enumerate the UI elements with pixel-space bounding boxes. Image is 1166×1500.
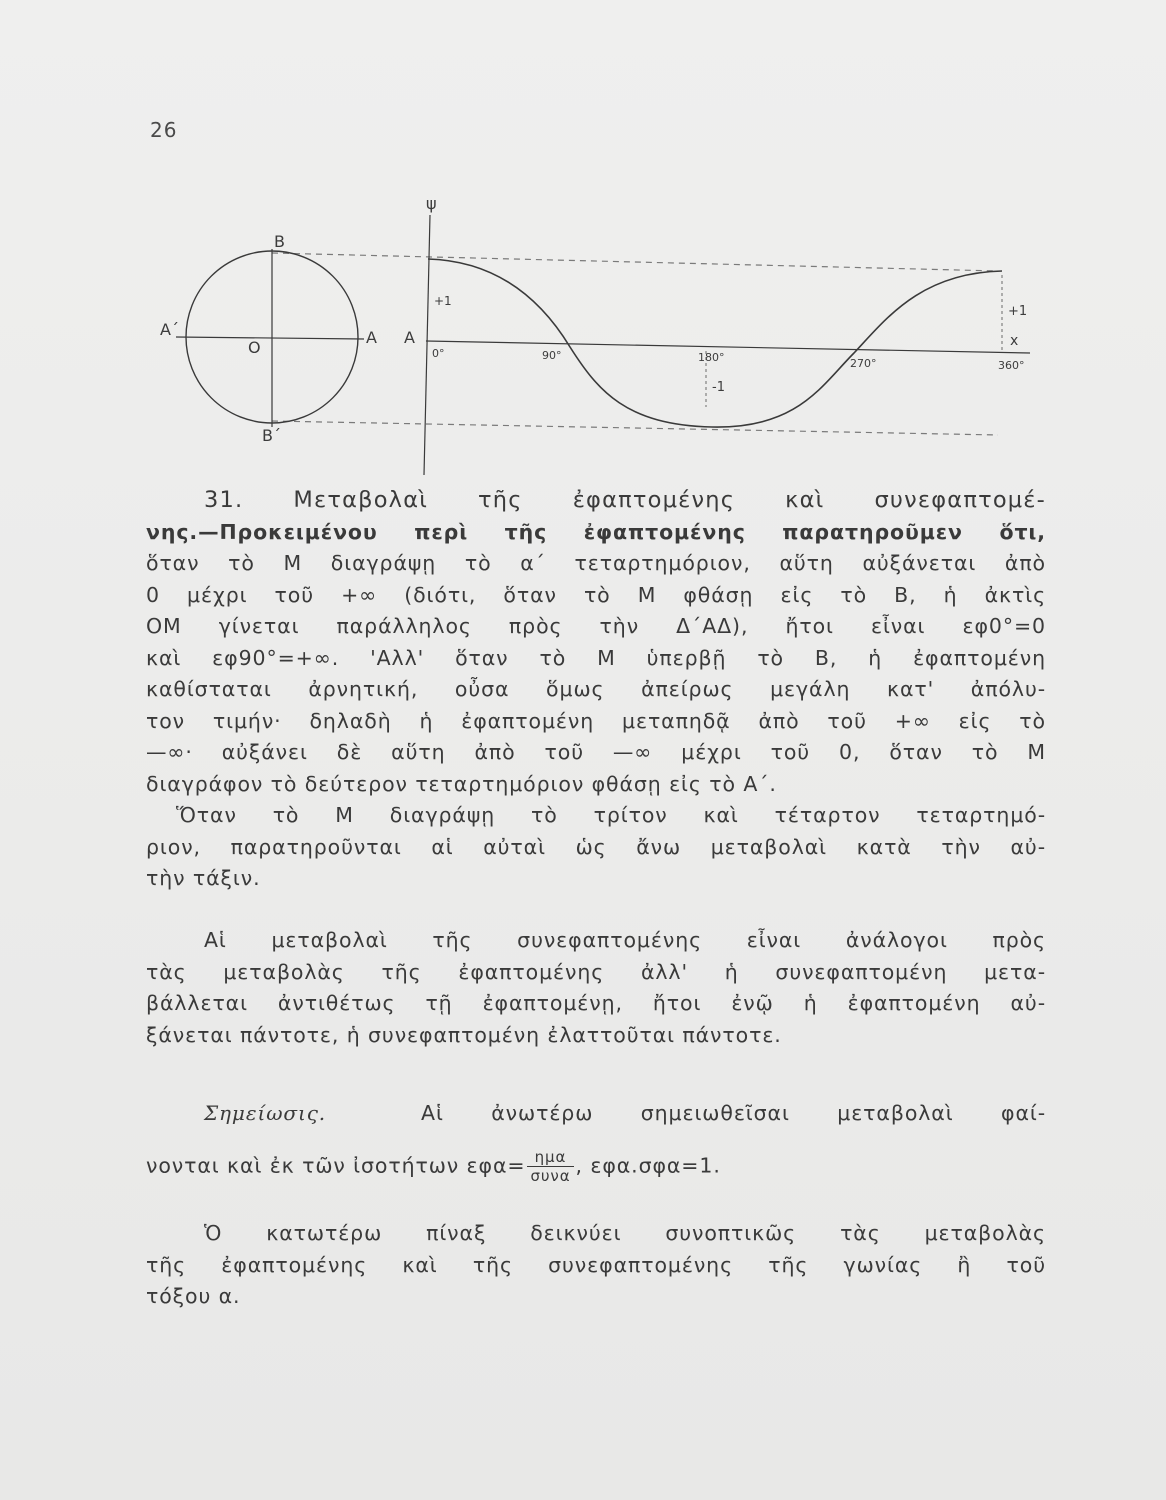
tick-label-360: 360° — [998, 359, 1025, 372]
paragraph-line: βάλλεται ἀντιθέτως τῇ ἐφαπτομένῃ, ἤτοι ἐνῷ ἡ ἐφαπτομένη αὐ- — [146, 991, 1046, 1015]
note-line1-rest: Αἱ ἀνωτέρω σημειωθεῖσαι μεταβολαὶ φαί- — [421, 1101, 1046, 1125]
origin-label: A — [404, 328, 415, 347]
unit-circle-and-sine-figure — [150, 185, 1050, 475]
circle-label-right: A — [366, 328, 377, 347]
fraction-denominator: συνα — [530, 1167, 571, 1185]
note-first-line — [146, 1098, 1046, 1130]
paragraph-line: ὅταν τὸ Μ διαγράψῃ τὸ α΄ τεταρτημόριον, αὕτη αὐξάνεται ἀπὸ — [146, 551, 1046, 575]
x-axis — [426, 341, 1030, 353]
circle-label-bottom: B΄ — [262, 426, 281, 445]
section-31 — [146, 485, 1046, 895]
tick-label-180: 180° — [698, 351, 725, 364]
top-dashed-guide — [272, 253, 998, 271]
tick-label-270: 270° — [850, 357, 877, 370]
paragraph-line: 0 μέχρι τοῦ +∞ (διότι, ὅταν τὸ Μ φθάσῃ εἰς τὸ Β, ἡ ἀκτὶς — [146, 582, 1046, 607]
minus-one-label: -1 — [712, 380, 725, 395]
paragraph-line: καθίσταται ἀρνητική, οὖσα ὅμως ἀπείρως μεγάλη κατ' ἀπόλυ- — [146, 677, 1046, 701]
y-axis — [424, 215, 430, 475]
paragraph-line: τον τιμήν· δηλαδὴ ἡ ἐφαπτομένη μεταπηδᾷ ἀπὸ τοῦ +∞ εἰς τὸ — [146, 708, 1046, 733]
paragraph-table-intro — [146, 1218, 1046, 1313]
note-label: Σημείωσις. — [204, 1101, 327, 1125]
note-line2-end: , εφα.σφα=1. — [575, 1153, 721, 1178]
circle-label-left: A΄ — [160, 320, 179, 339]
circle-label-center: O — [248, 338, 261, 357]
note-formula-line — [146, 1148, 1046, 1185]
paragraph-line: Ὁ κατωτέρω πίναξ δεικνύει συνοπτικῶς τὰς μεταβολὰς — [204, 1221, 1046, 1245]
y-axis-label: ψ — [426, 194, 437, 213]
figure-svg — [150, 185, 1050, 475]
paragraph-line: νης.—Προκειμένου περὶ τῆς ἐφαπτομένης παρατηροῦμεν ὅτι, — [146, 519, 1046, 544]
note-paragraph — [146, 1098, 1046, 1130]
circle-horizontal-diameter — [176, 337, 364, 339]
plus-one-left: +1 — [434, 294, 452, 308]
x-axis-label: x — [1010, 333, 1019, 349]
tick-label-0: 0° — [432, 347, 445, 360]
plus-one-right: +1 — [1008, 304, 1028, 319]
paragraph-cotangent — [146, 925, 1046, 1051]
circle-label-top: B — [274, 232, 285, 251]
paragraph-line: Αἱ μεταβολαὶ τῆς συνεφαπτομένης εἶναι ἀνάλογοι πρὸς — [204, 928, 1046, 952]
paragraph-line: τῆς ἐφαπτομένης καὶ τῆς συνεφαπτομένης τῆς γωνίας ἢ τοῦ — [146, 1252, 1046, 1277]
section-heading-line: 31. Μεταβολαὶ τῆς ἐφαπτομένης καὶ συνεφαπτομέ- — [204, 487, 1046, 513]
paragraph-line: —∞· αὐξάνει δὲ αὕτη ἀπὸ τοῦ —∞ μέχρι τοῦ 0, ὅταν τὸ Μ — [146, 740, 1046, 764]
fraction-numerator: ημα — [527, 1148, 573, 1167]
paragraph-line: ΟΜ γίνεται παράλληλος πρὸς τὴν Δ΄ΑΔ), ἤτοι εἶναι εφ0°=0 — [146, 614, 1046, 638]
bottom-dashed-guide — [272, 421, 998, 435]
paragraph-line: τὰς μεταβολὰς τῆς ἐφαπτομένης ἀλλ' ἡ συνεφαπτομένη μετα- — [146, 959, 1046, 984]
paragraph-line: ριον, παρατηροῦνται αἱ αὐταὶ ὡς ἄνω μεταβολαὶ κατὰ τὴν αὐ- — [146, 834, 1046, 859]
fraction-tan — [527, 1148, 573, 1185]
paragraph-line: τόξου α. — [146, 1284, 241, 1308]
page-number: 26 — [150, 118, 178, 142]
paragraph-line: Ὅταν τὸ Μ διαγράψῃ τὸ τρίτον καὶ τέταρτον τεταρτημό- — [176, 803, 1046, 827]
note-line2-start: νονται καὶ ἐκ τῶν ἰσοτήτων εφα= — [146, 1153, 526, 1178]
paragraph-line: διαγράφον τὸ δεύτερον τεταρτημόριον φθάσῃ εἰς τὸ Α΄. — [146, 771, 777, 796]
paragraph-line: τὴν τάξιν. — [146, 866, 261, 890]
paragraph-line: καὶ εφ90°=+∞. 'Αλλ' ὅταν τὸ Μ ὑπερβῇ τὸ Β, ἡ ἐφαπτομένη — [146, 645, 1046, 670]
tick-label-90: 90° — [542, 349, 562, 362]
paragraph-line: ξάνεται πάντοτε, ἡ συνεφαπτομένη ἐλαττοῦται πάντοτε. — [146, 1022, 782, 1047]
